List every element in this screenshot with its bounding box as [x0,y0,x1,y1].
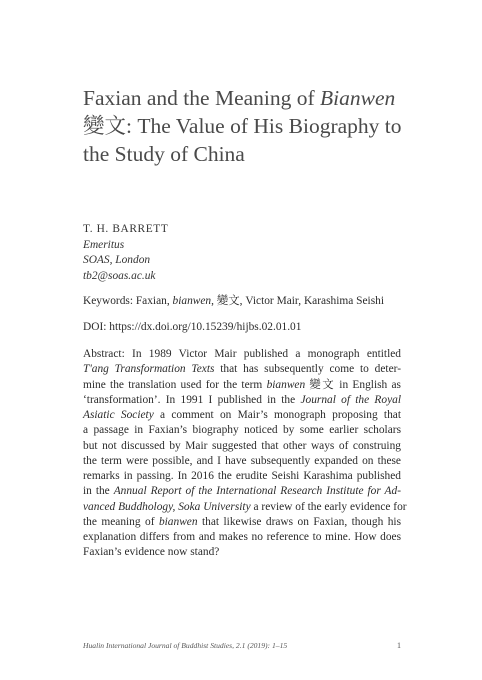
abstract-text: that has subsequently come to deter- [214,363,402,376]
abstract-text: a review of the early evidence for [250,500,407,513]
author-block [83,222,403,284]
abstract-line: the term were possible, and I have subsequently expanded on these [83,454,401,467]
author-position: Emeritus [83,238,125,251]
keywords-text: , 變文, Victor Mair, Karashima Seishi [211,295,384,307]
abstract-line: remarks in passing. In 2016 the erudite Seishi Karashima published [83,470,401,482]
abstract-italic: Journal of the Royal [300,393,401,406]
abstract-text: ‘transformation’. In 1991 I published in the [83,393,301,406]
abstract-italic: bianwen [266,378,306,391]
abstract-line: but not discussed by Mair suggested that other ways of construing [83,439,401,452]
footer-citation: Hualin International Journal of Buddhist Studies, 2.1 (2019): 1–15 [83,641,288,650]
abstract-italic: T'ang Transformation Texts [83,363,215,376]
abstract-italic: vanced Buddhology, Soka University [83,500,251,513]
author-name: T. H. BARRETT [83,223,169,235]
abstract-line [83,347,401,362]
paper-title [83,84,423,168]
title-line-1 [83,84,423,112]
abstract-text: a comment on Mair’s monograph proposing that [153,409,402,421]
abstract-line: Faxian’s evidence now stand? [83,546,220,559]
page-number: 1 [397,641,401,650]
abstract-line [83,515,401,530]
abstract-italic: Asiatic Society [83,409,154,421]
abstract-text: mine the translation used for the term [83,378,267,391]
author-email[interactable]: tb2@soas.ac.uk [83,269,156,282]
title-text: : The Value of His Biography to [126,114,402,138]
title-italic-term: Bianwen [320,86,396,110]
keywords-line [83,294,403,309]
keywords-label: Keywords: [83,295,133,307]
author-affiliation: SOAS, London [83,254,151,266]
abstract-line [83,393,401,408]
keywords-italic-term: bianwen [172,295,212,307]
doi-label: DOI: [83,321,107,333]
abstract-line [83,378,401,393]
abstract [83,347,407,561]
page-footer [83,641,401,650]
keywords-text: Faxian, [132,295,173,307]
abstract-text: the meaning of [83,515,159,528]
abstract-line [83,484,401,499]
abstract-text: In 1989 Victor Mair published a monograph entitled [124,348,401,360]
abstract-line [83,408,401,423]
doi-line [83,320,403,335]
abstract-line [83,500,407,515]
abstract-label: Abstract: [83,348,125,360]
title-cjk-term: 變文 [83,114,127,138]
abstract-line: a passage in Faxian’s biography noticed by some earlier scholars [83,424,401,437]
title-text: Faxian and the Meaning of [83,86,321,110]
title-line-3: the Study of China [83,142,245,166]
abstract-text: that likewise draws on Faxian, though his [197,515,401,528]
abstract-text: in the [83,485,114,498]
title-line-2 [83,112,423,140]
abstract-italic: bianwen [158,515,198,528]
abstract-line: explanation differs from and makes no reference to mine. How does [83,531,401,543]
abstract-line [83,362,401,377]
doi-link[interactable]: https://dx.doi.org/10.15239/hijbs.02.01.01 [106,321,302,333]
abstract-text: 變文 in English as [305,378,401,391]
abstract-italic: Annual Report of the International Research Institute for Ad- [113,485,401,498]
